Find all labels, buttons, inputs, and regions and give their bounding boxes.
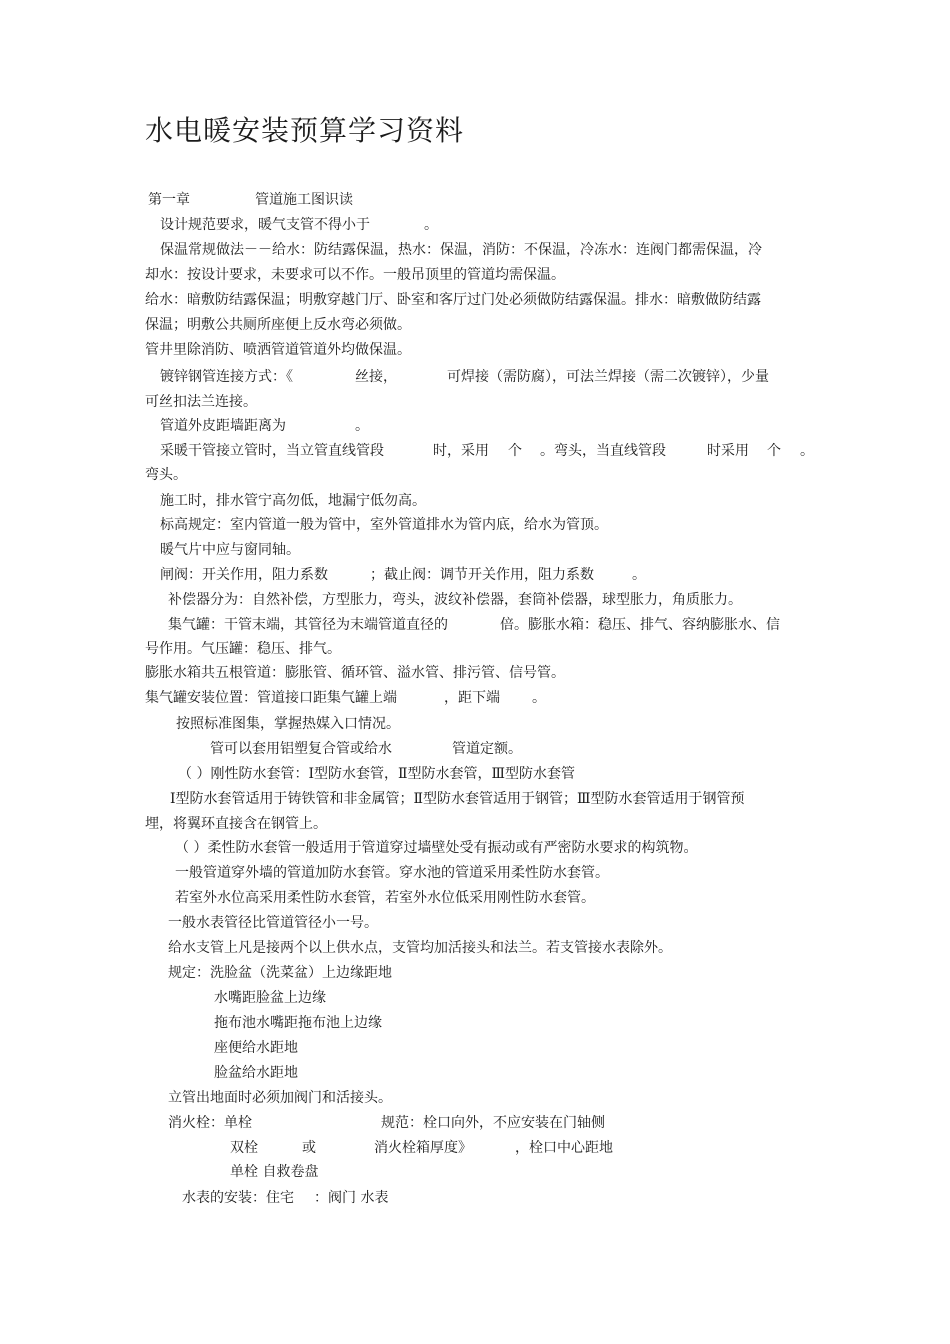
- text-line: [0, 961, 950, 985]
- text-segment: 。: [800, 443, 814, 459]
- text-segment: ：阀门 水表: [314, 1190, 389, 1206]
- text-line: [0, 637, 950, 661]
- text-segment: 个: [508, 443, 522, 459]
- text-segment: 座便给水距地: [214, 1040, 298, 1056]
- text-segment: 管道定额。: [452, 741, 522, 757]
- text-line: [0, 213, 950, 237]
- text-line: [0, 365, 950, 389]
- text-segment: 可焊接（需防腐），可法兰焊接（需二次镀锌），少量: [447, 369, 769, 385]
- text-line: [0, 1160, 950, 1184]
- text-segment: 给水支管上凡是接两个以上供水点，支管均加活接头和法兰。若支管接水表除外。: [168, 940, 672, 956]
- text-segment: 可丝扣法兰连接。: [145, 394, 257, 410]
- text-segment: 规范：栓口向外，不应安装在门轴侧: [381, 1115, 605, 1131]
- text-segment: 单栓 自救卷盘: [230, 1164, 319, 1180]
- text-segment: 规定：洗脸盆（洗菜盆）上边缘距地: [168, 965, 392, 981]
- text-segment: 设计规范要求，暖气支管不得小于: [160, 217, 370, 233]
- text-line: [0, 936, 950, 960]
- text-segment: ，距下端: [444, 690, 500, 706]
- text-segment: 消火栓：单栓: [168, 1115, 252, 1131]
- text-segment: 保温；明敷公共厕所座便上反水弯必须做。: [145, 317, 411, 333]
- text-segment: ；截止阀：调节开关作用，阻力系数: [370, 567, 594, 583]
- text-segment: 管可以套用铝塑复合管或给水: [210, 741, 392, 757]
- text-line: [0, 563, 950, 587]
- text-segment: 。: [532, 690, 546, 706]
- text-segment: 或: [302, 1140, 316, 1156]
- text-segment: 补偿器分为：自然补偿，方型胀力，弯头，波纹补偿器，套筒补偿器，球型胀力，角质胀力。: [168, 592, 742, 608]
- text-line: [0, 263, 950, 287]
- text-segment: 按照标准图集，掌握热媒入口情况。: [176, 716, 400, 732]
- text-segment: 若室外水位高采用柔性防水套管，若室外水位低采用刚性防水套管。: [175, 890, 595, 906]
- text-segment: 给水：暗敷防结露保温；明敷穿越门厅、卧室和客厅过门处必须做防结露保温。排水：暗敷做防结露: [145, 292, 761, 308]
- text-line: [0, 836, 950, 860]
- text-line: [0, 1011, 950, 1035]
- text-segment: 集气罐安装位置：管道接口距集气罐上端: [145, 690, 397, 706]
- text-line: [0, 439, 950, 463]
- text-segment: 施工时，排水管宁高勿低，地漏宁低勿高。: [160, 493, 426, 509]
- text-line: [0, 613, 950, 637]
- text-segment: 埋，将翼环直接含在钢管上。: [145, 816, 327, 832]
- text-segment: 闸阀：开关作用，阻力系数: [160, 567, 328, 583]
- text-line: [0, 1186, 950, 1210]
- text-segment: （ ）刚性防水套管：Ⅰ型防水套管，Ⅱ型防水套管，Ⅲ型防水套管: [178, 766, 575, 782]
- text-segment: ，栓口中心距地: [515, 1140, 613, 1156]
- text-segment: 丝接，: [355, 369, 397, 385]
- text-segment: 集气罐：干管末端，其管径为末端管道直径的: [168, 617, 448, 633]
- text-line: [0, 861, 950, 885]
- text-segment: 一般水表管径比管道管径小一号。: [168, 915, 378, 931]
- chapter-label: 第一章: [148, 192, 190, 208]
- text-segment: 个: [767, 443, 781, 459]
- text-line: [0, 538, 950, 562]
- text-segment: 膨胀水箱共五根管道：膨胀管、循环管、溢水管、排污管、信号管。: [145, 665, 565, 681]
- text-line: [0, 686, 950, 710]
- text-segment: 脸盆给水距地: [214, 1065, 298, 1081]
- text-segment: 双栓: [230, 1140, 258, 1156]
- text-line: [0, 288, 950, 312]
- text-line: [0, 338, 950, 362]
- text-line: [0, 489, 950, 513]
- text-line: [0, 787, 950, 811]
- text-segment: 弯头。: [145, 467, 187, 483]
- document-title: 水电暖安装预算学习资料: [145, 114, 465, 147]
- text-segment: 。: [355, 418, 369, 434]
- chapter-title: 管道施工图识读: [255, 192, 353, 208]
- text-segment: 标高规定：室内管道一般为管中，室外管道排水为管内底，给水为管顶。: [160, 517, 608, 533]
- text-line: [0, 737, 950, 761]
- text-segment: 一般管道穿外墙的管道加防水套管。穿水池的管道采用柔性防水套管。: [175, 865, 609, 881]
- text-line: [0, 1036, 950, 1060]
- text-line: [0, 812, 950, 836]
- text-line: [0, 414, 950, 438]
- text-line: [0, 911, 950, 935]
- text-segment: 采暖干管接立管时，当立管直线管段: [160, 443, 384, 459]
- text-line: [0, 712, 950, 736]
- text-segment: 镀锌钢管连接方式：《: [160, 369, 293, 385]
- text-line: [0, 513, 950, 537]
- text-segment: 。: [424, 217, 438, 233]
- text-segment: 管道外皮距墙距离为: [160, 418, 286, 434]
- text-segment: 却水：按设计要求，未要求可以不作。一般吊顶里的管道均需保温。: [145, 267, 565, 283]
- text-line: [0, 238, 950, 262]
- text-segment: 立管出地面时必须加阀门和活接头。: [168, 1090, 392, 1106]
- text-segment: 倍。膨胀水箱：稳压、排气、容纳膨胀水、信: [500, 617, 780, 633]
- text-segment: 时，采用: [433, 443, 489, 459]
- text-segment: 时采用: [707, 443, 749, 459]
- text-segment: 暖气片中应与窗同轴。: [160, 542, 300, 558]
- text-segment: Ⅰ型防水套管适用于铸铁管和非金属管；Ⅱ型防水套管适用于钢管；Ⅲ型防水套管适用于钢管预: [170, 791, 745, 807]
- chapter-heading: [0, 188, 950, 212]
- text-line: [0, 1111, 950, 1135]
- text-line: [0, 661, 950, 685]
- text-line: [0, 1086, 950, 1110]
- text-line: [0, 390, 950, 414]
- text-line: [0, 1061, 950, 1085]
- text-segment: 保温常规做法－－给水：防结露保温，热水：保温，消防：不保温，冷冻水：连阀门都需保温，冷: [160, 242, 762, 258]
- text-segment: 。: [632, 567, 646, 583]
- text-segment: 号作用。气压罐：稳压、排气。: [145, 641, 341, 657]
- text-line: [0, 588, 950, 612]
- text-line: [0, 986, 950, 1010]
- text-segment: 拖布池水嘴距拖布池上边缘: [214, 1015, 382, 1031]
- text-line: [0, 762, 950, 786]
- text-segment: （ ）柔性防水套管一般适用于管道穿过墙壁处受有振动或有严密防水要求的构筑物。: [175, 840, 698, 856]
- text-segment: 管井里除消防、喷洒管道管道外均做保温。: [145, 342, 411, 358]
- text-line: [0, 463, 950, 487]
- text-line: [0, 1136, 950, 1160]
- text-line: [0, 313, 950, 337]
- text-line: [0, 886, 950, 910]
- text-segment: 消火栓箱厚度》: [374, 1140, 472, 1156]
- text-segment: 水表的安装：住宅: [182, 1190, 294, 1206]
- text-segment: 。弯头，当直线管段: [540, 443, 666, 459]
- text-segment: 水嘴距脸盆上边缘: [214, 990, 326, 1006]
